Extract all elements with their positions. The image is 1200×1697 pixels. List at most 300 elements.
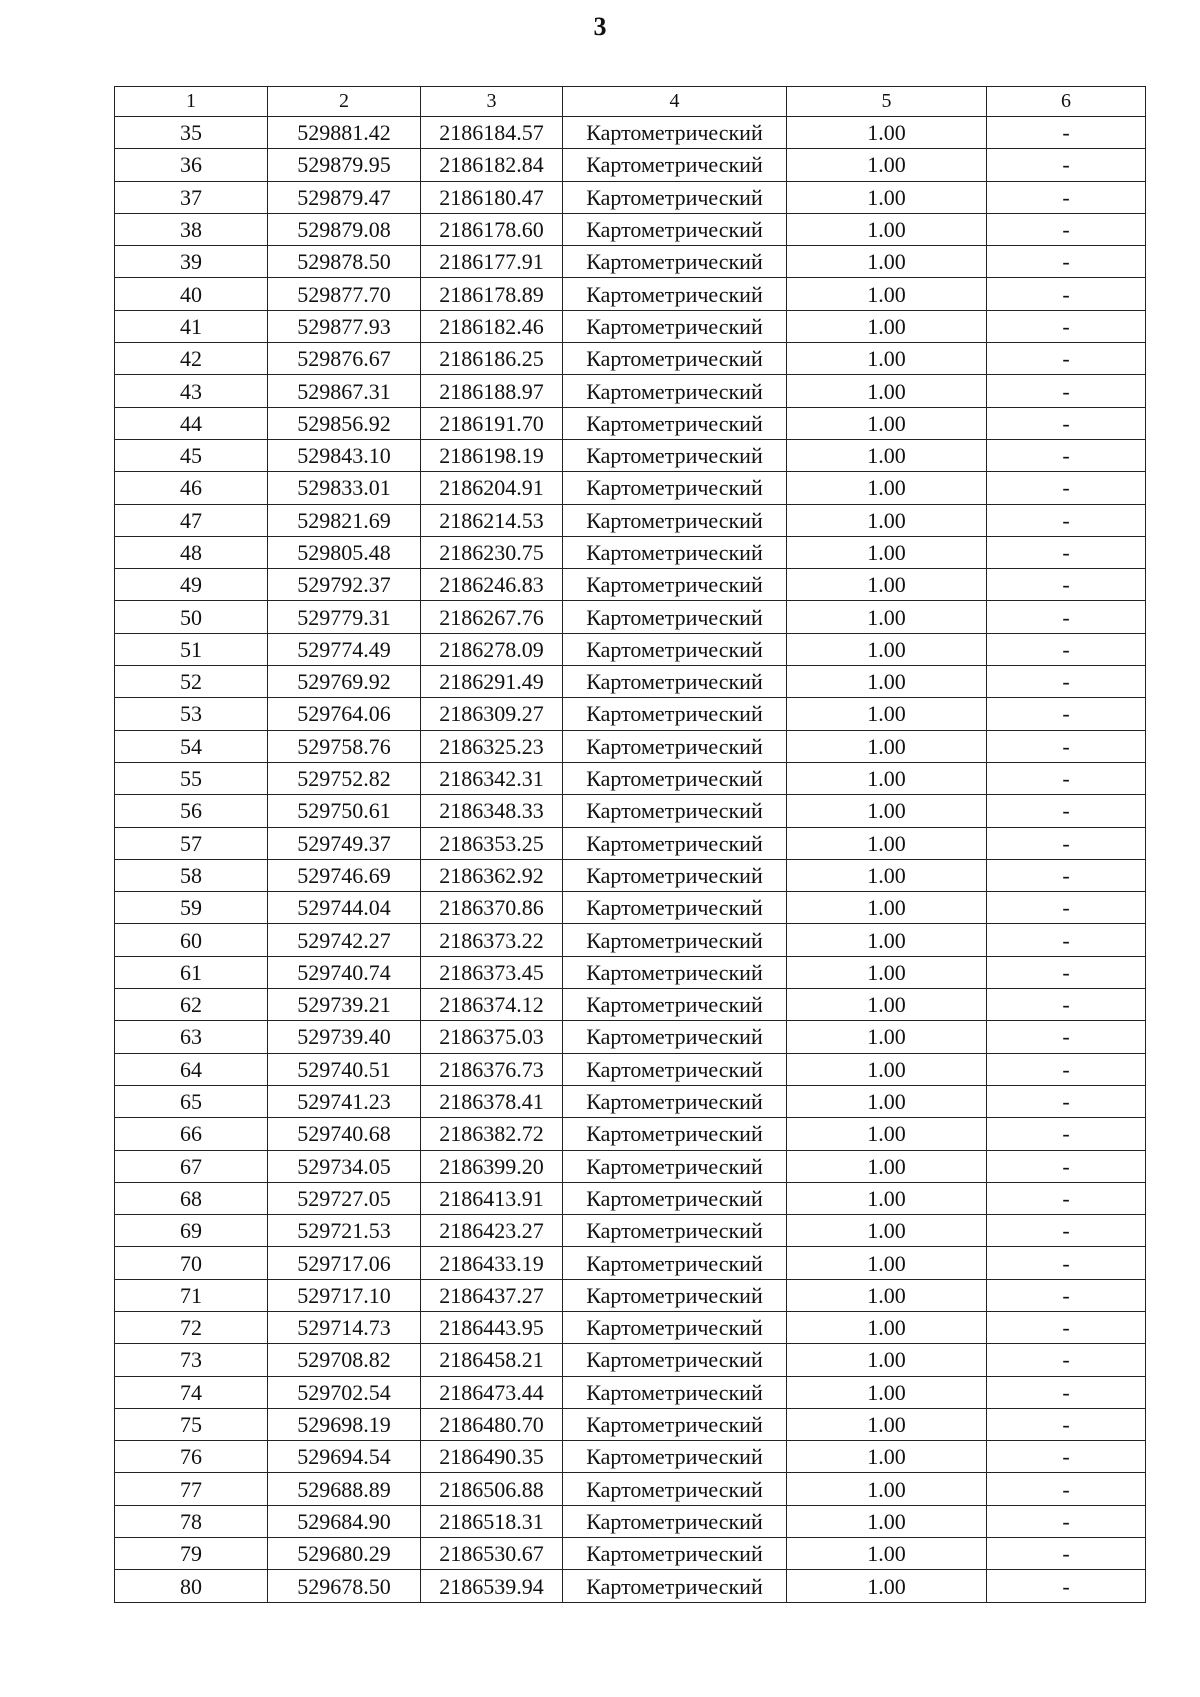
point-number-cell: 55: [115, 762, 268, 794]
accuracy-cell: 1.00: [787, 149, 987, 181]
table-row: [115, 698, 1146, 730]
note-cell: -: [987, 504, 1146, 536]
accuracy-cell: 1.00: [787, 375, 987, 407]
y-coordinate-cell: 2186382.72: [421, 1118, 563, 1150]
y-coordinate-cell: 2186443.95: [421, 1311, 563, 1343]
note-cell: -: [987, 213, 1146, 245]
table-row: [115, 1570, 1146, 1602]
table-row: [115, 892, 1146, 924]
accuracy-cell: 1.00: [787, 1344, 987, 1376]
x-coordinate-cell: 529734.05: [268, 1150, 421, 1182]
table-row: [115, 1118, 1146, 1150]
table-row: [115, 375, 1146, 407]
point-number-cell: 35: [115, 117, 268, 149]
note-cell: -: [987, 1376, 1146, 1408]
y-coordinate-cell: 2186267.76: [421, 601, 563, 633]
point-number-cell: 67: [115, 1150, 268, 1182]
note-cell: -: [987, 1021, 1146, 1053]
method-cell: Картометрический: [563, 181, 787, 213]
y-coordinate-cell: 2186214.53: [421, 504, 563, 536]
accuracy-cell: 1.00: [787, 730, 987, 762]
accuracy-cell: 1.00: [787, 762, 987, 794]
table-row: [115, 310, 1146, 342]
x-coordinate-cell: 529856.92: [268, 407, 421, 439]
y-coordinate-cell: 2186198.19: [421, 439, 563, 471]
y-coordinate-cell: 2186184.57: [421, 117, 563, 149]
method-cell: Картометрический: [563, 762, 787, 794]
page-number: 3: [593, 12, 607, 41]
table-row: [115, 246, 1146, 278]
y-coordinate-cell: 2186374.12: [421, 989, 563, 1021]
method-cell: Картометрический: [563, 859, 787, 891]
point-number-cell: 77: [115, 1473, 268, 1505]
method-cell: Картометрический: [563, 117, 787, 149]
table-row: [115, 827, 1146, 859]
method-cell: Картометрический: [563, 1085, 787, 1117]
note-cell: -: [987, 730, 1146, 762]
note-cell: -: [987, 1441, 1146, 1473]
table-row: [115, 730, 1146, 762]
accuracy-cell: 1.00: [787, 956, 987, 988]
y-coordinate-cell: 2186376.73: [421, 1053, 563, 1085]
note-cell: -: [987, 1279, 1146, 1311]
accuracy-cell: 1.00: [787, 1538, 987, 1570]
method-cell: Картометрический: [563, 1441, 787, 1473]
y-coordinate-cell: 2186178.89: [421, 278, 563, 310]
method-cell: Картометрический: [563, 1538, 787, 1570]
x-coordinate-cell: 529740.51: [268, 1053, 421, 1085]
x-coordinate-cell: 529833.01: [268, 472, 421, 504]
y-coordinate-cell: 2186378.41: [421, 1085, 563, 1117]
table-row: [115, 569, 1146, 601]
point-number-cell: 75: [115, 1408, 268, 1440]
accuracy-cell: 1.00: [787, 666, 987, 698]
x-coordinate-cell: 529744.04: [268, 892, 421, 924]
x-coordinate-cell: 529741.23: [268, 1085, 421, 1117]
method-cell: Картометрический: [563, 1053, 787, 1085]
note-cell: -: [987, 1053, 1146, 1085]
x-coordinate-cell: 529879.08: [268, 213, 421, 245]
table-row: [115, 1085, 1146, 1117]
note-cell: -: [987, 278, 1146, 310]
note-cell: -: [987, 1085, 1146, 1117]
x-coordinate-cell: 529879.47: [268, 181, 421, 213]
table-row: [115, 1408, 1146, 1440]
method-cell: Картометрический: [563, 569, 787, 601]
point-number-cell: 65: [115, 1085, 268, 1117]
y-coordinate-cell: 2186177.91: [421, 246, 563, 278]
y-coordinate-cell: 2186423.27: [421, 1215, 563, 1247]
x-coordinate-cell: 529764.06: [268, 698, 421, 730]
accuracy-cell: 1.00: [787, 310, 987, 342]
table-row: [115, 1150, 1146, 1182]
note-cell: -: [987, 762, 1146, 794]
y-coordinate-cell: 2186480.70: [421, 1408, 563, 1440]
table-row: [115, 666, 1146, 698]
table-row: [115, 956, 1146, 988]
y-coordinate-cell: 2186309.27: [421, 698, 563, 730]
point-number-cell: 71: [115, 1279, 268, 1311]
table-row: [115, 601, 1146, 633]
accuracy-cell: 1.00: [787, 181, 987, 213]
table-header: [115, 87, 1146, 117]
point-number-cell: 54: [115, 730, 268, 762]
accuracy-cell: 1.00: [787, 472, 987, 504]
point-number-cell: 61: [115, 956, 268, 988]
table-row: [115, 439, 1146, 471]
method-cell: Картометрический: [563, 1505, 787, 1537]
accuracy-cell: 1.00: [787, 536, 987, 568]
point-number-cell: 37: [115, 181, 268, 213]
note-cell: -: [987, 1118, 1146, 1150]
x-coordinate-cell: 529680.29: [268, 1538, 421, 1570]
table-row: [115, 181, 1146, 213]
point-number-cell: 70: [115, 1247, 268, 1279]
accuracy-cell: 1.00: [787, 795, 987, 827]
note-cell: -: [987, 181, 1146, 213]
method-cell: Картометрический: [563, 536, 787, 568]
note-cell: -: [987, 439, 1146, 471]
x-coordinate-cell: 529708.82: [268, 1344, 421, 1376]
point-number-cell: 64: [115, 1053, 268, 1085]
note-cell: -: [987, 698, 1146, 730]
accuracy-cell: 1.00: [787, 246, 987, 278]
table-row: [115, 1344, 1146, 1376]
point-number-cell: 73: [115, 1344, 268, 1376]
x-coordinate-cell: 529752.82: [268, 762, 421, 794]
note-cell: -: [987, 989, 1146, 1021]
y-coordinate-cell: 2186246.83: [421, 569, 563, 601]
x-coordinate-cell: 529769.92: [268, 666, 421, 698]
method-cell: Картометрический: [563, 1182, 787, 1214]
accuracy-cell: 1.00: [787, 892, 987, 924]
table-row: [115, 924, 1146, 956]
method-cell: Картометрический: [563, 1408, 787, 1440]
accuracy-cell: 1.00: [787, 1150, 987, 1182]
x-coordinate-cell: 529792.37: [268, 569, 421, 601]
table-row: [115, 504, 1146, 536]
x-coordinate-cell: 529717.06: [268, 1247, 421, 1279]
point-number-cell: 56: [115, 795, 268, 827]
note-cell: -: [987, 795, 1146, 827]
point-number-cell: 76: [115, 1441, 268, 1473]
table-row: [115, 1053, 1146, 1085]
x-coordinate-cell: 529881.42: [268, 117, 421, 149]
accuracy-cell: 1.00: [787, 1376, 987, 1408]
x-coordinate-cell: 529740.68: [268, 1118, 421, 1150]
column-header-4: 4: [563, 87, 787, 117]
note-cell: -: [987, 343, 1146, 375]
y-coordinate-cell: 2186178.60: [421, 213, 563, 245]
accuracy-cell: 1.00: [787, 698, 987, 730]
accuracy-cell: 1.00: [787, 117, 987, 149]
y-coordinate-cell: 2186518.31: [421, 1505, 563, 1537]
point-number-cell: 63: [115, 1021, 268, 1053]
note-cell: -: [987, 407, 1146, 439]
column-header-6: 6: [987, 87, 1146, 117]
y-coordinate-cell: 2186370.86: [421, 892, 563, 924]
note-cell: -: [987, 1570, 1146, 1602]
x-coordinate-cell: 529727.05: [268, 1182, 421, 1214]
y-coordinate-cell: 2186506.88: [421, 1473, 563, 1505]
note-cell: -: [987, 956, 1146, 988]
method-cell: Картометрический: [563, 827, 787, 859]
note-cell: -: [987, 1473, 1146, 1505]
y-coordinate-cell: 2186325.23: [421, 730, 563, 762]
point-number-cell: 40: [115, 278, 268, 310]
point-number-cell: 62: [115, 989, 268, 1021]
method-cell: Картометрический: [563, 407, 787, 439]
note-cell: -: [987, 827, 1146, 859]
coordinates-table: [114, 86, 1146, 1603]
table-row: [115, 1473, 1146, 1505]
x-coordinate-cell: 529758.76: [268, 730, 421, 762]
method-cell: Картометрический: [563, 375, 787, 407]
point-number-cell: 69: [115, 1215, 268, 1247]
column-header-1: 1: [115, 87, 268, 117]
accuracy-cell: 1.00: [787, 1085, 987, 1117]
y-coordinate-cell: 2186278.09: [421, 633, 563, 665]
accuracy-cell: 1.00: [787, 827, 987, 859]
method-cell: Картометрический: [563, 1473, 787, 1505]
table-row: [115, 633, 1146, 665]
table-row: [115, 472, 1146, 504]
note-cell: -: [987, 472, 1146, 504]
point-number-cell: 51: [115, 633, 268, 665]
method-cell: Картометрический: [563, 1215, 787, 1247]
note-cell: -: [987, 536, 1146, 568]
accuracy-cell: 1.00: [787, 1473, 987, 1505]
point-number-cell: 44: [115, 407, 268, 439]
point-number-cell: 52: [115, 666, 268, 698]
point-number-cell: 58: [115, 859, 268, 891]
y-coordinate-cell: 2186373.45: [421, 956, 563, 988]
method-cell: Картометрический: [563, 892, 787, 924]
y-coordinate-cell: 2186348.33: [421, 795, 563, 827]
method-cell: Картометрический: [563, 310, 787, 342]
method-cell: Картометрический: [563, 698, 787, 730]
method-cell: Картометрический: [563, 633, 787, 665]
table-row: [115, 1441, 1146, 1473]
y-coordinate-cell: 2186530.67: [421, 1538, 563, 1570]
y-coordinate-cell: 2186191.70: [421, 407, 563, 439]
point-number-cell: 39: [115, 246, 268, 278]
note-cell: -: [987, 246, 1146, 278]
accuracy-cell: 1.00: [787, 1408, 987, 1440]
y-coordinate-cell: 2186490.35: [421, 1441, 563, 1473]
point-number-cell: 49: [115, 569, 268, 601]
point-number-cell: 38: [115, 213, 268, 245]
accuracy-cell: 1.00: [787, 343, 987, 375]
accuracy-cell: 1.00: [787, 859, 987, 891]
point-number-cell: 46: [115, 472, 268, 504]
table-row: [115, 536, 1146, 568]
y-coordinate-cell: 2186353.25: [421, 827, 563, 859]
note-cell: -: [987, 569, 1146, 601]
note-cell: -: [987, 1150, 1146, 1182]
table-row: [115, 407, 1146, 439]
note-cell: -: [987, 633, 1146, 665]
note-cell: -: [987, 1247, 1146, 1279]
y-coordinate-cell: 2186182.84: [421, 149, 563, 181]
y-coordinate-cell: 2186188.97: [421, 375, 563, 407]
accuracy-cell: 1.00: [787, 924, 987, 956]
note-cell: -: [987, 1311, 1146, 1343]
table-row: [115, 859, 1146, 891]
y-coordinate-cell: 2186375.03: [421, 1021, 563, 1053]
point-number-cell: 79: [115, 1538, 268, 1570]
x-coordinate-cell: 529878.50: [268, 246, 421, 278]
table-row: [115, 1279, 1146, 1311]
accuracy-cell: 1.00: [787, 569, 987, 601]
x-coordinate-cell: 529843.10: [268, 439, 421, 471]
note-cell: -: [987, 375, 1146, 407]
point-number-cell: 60: [115, 924, 268, 956]
x-coordinate-cell: 529877.70: [268, 278, 421, 310]
accuracy-cell: 1.00: [787, 407, 987, 439]
accuracy-cell: 1.00: [787, 278, 987, 310]
x-coordinate-cell: 529867.31: [268, 375, 421, 407]
y-coordinate-cell: 2186230.75: [421, 536, 563, 568]
x-coordinate-cell: 529821.69: [268, 504, 421, 536]
y-coordinate-cell: 2186433.19: [421, 1247, 563, 1279]
accuracy-cell: 1.00: [787, 504, 987, 536]
method-cell: Картометрический: [563, 795, 787, 827]
y-coordinate-cell: 2186458.21: [421, 1344, 563, 1376]
table-row: [115, 1376, 1146, 1408]
point-number-cell: 57: [115, 827, 268, 859]
x-coordinate-cell: 529740.74: [268, 956, 421, 988]
accuracy-cell: 1.00: [787, 1441, 987, 1473]
note-cell: -: [987, 1344, 1146, 1376]
point-number-cell: 36: [115, 149, 268, 181]
table-row: [115, 1311, 1146, 1343]
x-coordinate-cell: 529714.73: [268, 1311, 421, 1343]
method-cell: Картометрический: [563, 730, 787, 762]
x-coordinate-cell: 529746.69: [268, 859, 421, 891]
table-row: [115, 1538, 1146, 1570]
note-cell: -: [987, 310, 1146, 342]
column-header-2: 2: [268, 87, 421, 117]
method-cell: Картометрический: [563, 956, 787, 988]
y-coordinate-cell: 2186342.31: [421, 762, 563, 794]
method-cell: Картометрический: [563, 1247, 787, 1279]
x-coordinate-cell: 529739.40: [268, 1021, 421, 1053]
accuracy-cell: 1.00: [787, 1215, 987, 1247]
x-coordinate-cell: 529688.89: [268, 1473, 421, 1505]
accuracy-cell: 1.00: [787, 1279, 987, 1311]
method-cell: Картометрический: [563, 1021, 787, 1053]
note-cell: -: [987, 1505, 1146, 1537]
point-number-cell: 41: [115, 310, 268, 342]
accuracy-cell: 1.00: [787, 213, 987, 245]
x-coordinate-cell: 529750.61: [268, 795, 421, 827]
note-cell: -: [987, 859, 1146, 891]
y-coordinate-cell: 2186473.44: [421, 1376, 563, 1408]
note-cell: -: [987, 149, 1146, 181]
table-row: [115, 989, 1146, 1021]
point-number-cell: 50: [115, 601, 268, 633]
x-coordinate-cell: 529749.37: [268, 827, 421, 859]
accuracy-cell: 1.00: [787, 1570, 987, 1602]
table-row: [115, 117, 1146, 149]
note-cell: -: [987, 666, 1146, 698]
point-number-cell: 74: [115, 1376, 268, 1408]
point-number-cell: 80: [115, 1570, 268, 1602]
point-number-cell: 45: [115, 439, 268, 471]
y-coordinate-cell: 2186291.49: [421, 666, 563, 698]
method-cell: Картометрический: [563, 666, 787, 698]
x-coordinate-cell: 529739.21: [268, 989, 421, 1021]
table-row: [115, 1247, 1146, 1279]
note-cell: -: [987, 1538, 1146, 1570]
note-cell: -: [987, 601, 1146, 633]
table-body: [115, 117, 1146, 1603]
accuracy-cell: 1.00: [787, 989, 987, 1021]
method-cell: Картометрический: [563, 439, 787, 471]
method-cell: Картометрический: [563, 601, 787, 633]
x-coordinate-cell: 529742.27: [268, 924, 421, 956]
method-cell: Картометрический: [563, 278, 787, 310]
method-cell: Картометрический: [563, 472, 787, 504]
accuracy-cell: 1.00: [787, 1311, 987, 1343]
accuracy-cell: 1.00: [787, 601, 987, 633]
accuracy-cell: 1.00: [787, 1182, 987, 1214]
method-cell: Картометрический: [563, 1118, 787, 1150]
point-number-cell: 42: [115, 343, 268, 375]
y-coordinate-cell: 2186539.94: [421, 1570, 563, 1602]
method-cell: Картометрический: [563, 1344, 787, 1376]
point-number-cell: 72: [115, 1311, 268, 1343]
x-coordinate-cell: 529879.95: [268, 149, 421, 181]
x-coordinate-cell: 529774.49: [268, 633, 421, 665]
table-row: [115, 1182, 1146, 1214]
table-row: [115, 149, 1146, 181]
x-coordinate-cell: 529805.48: [268, 536, 421, 568]
y-coordinate-cell: 2186437.27: [421, 1279, 563, 1311]
note-cell: -: [987, 924, 1146, 956]
table-row: [115, 1505, 1146, 1537]
point-number-cell: 78: [115, 1505, 268, 1537]
point-number-cell: 66: [115, 1118, 268, 1150]
method-cell: Картометрический: [563, 1570, 787, 1602]
table-row: [115, 213, 1146, 245]
table-row: [115, 278, 1146, 310]
x-coordinate-cell: 529694.54: [268, 1441, 421, 1473]
method-cell: Картометрический: [563, 1311, 787, 1343]
y-coordinate-cell: 2186399.20: [421, 1150, 563, 1182]
point-number-cell: 53: [115, 698, 268, 730]
table-row: [115, 762, 1146, 794]
y-coordinate-cell: 2186362.92: [421, 859, 563, 891]
method-cell: Картометрический: [563, 1376, 787, 1408]
x-coordinate-cell: 529721.53: [268, 1215, 421, 1247]
point-number-cell: 47: [115, 504, 268, 536]
accuracy-cell: 1.00: [787, 1247, 987, 1279]
note-cell: -: [987, 1408, 1146, 1440]
table-row: [115, 1215, 1146, 1247]
x-coordinate-cell: 529717.10: [268, 1279, 421, 1311]
column-header-3: 3: [421, 87, 563, 117]
y-coordinate-cell: 2186180.47: [421, 181, 563, 213]
y-coordinate-cell: 2186413.91: [421, 1182, 563, 1214]
method-cell: Картометрический: [563, 149, 787, 181]
note-cell: -: [987, 1215, 1146, 1247]
table-row: [115, 795, 1146, 827]
method-cell: Картометрический: [563, 246, 787, 278]
point-number-cell: 59: [115, 892, 268, 924]
method-cell: Картометрический: [563, 343, 787, 375]
